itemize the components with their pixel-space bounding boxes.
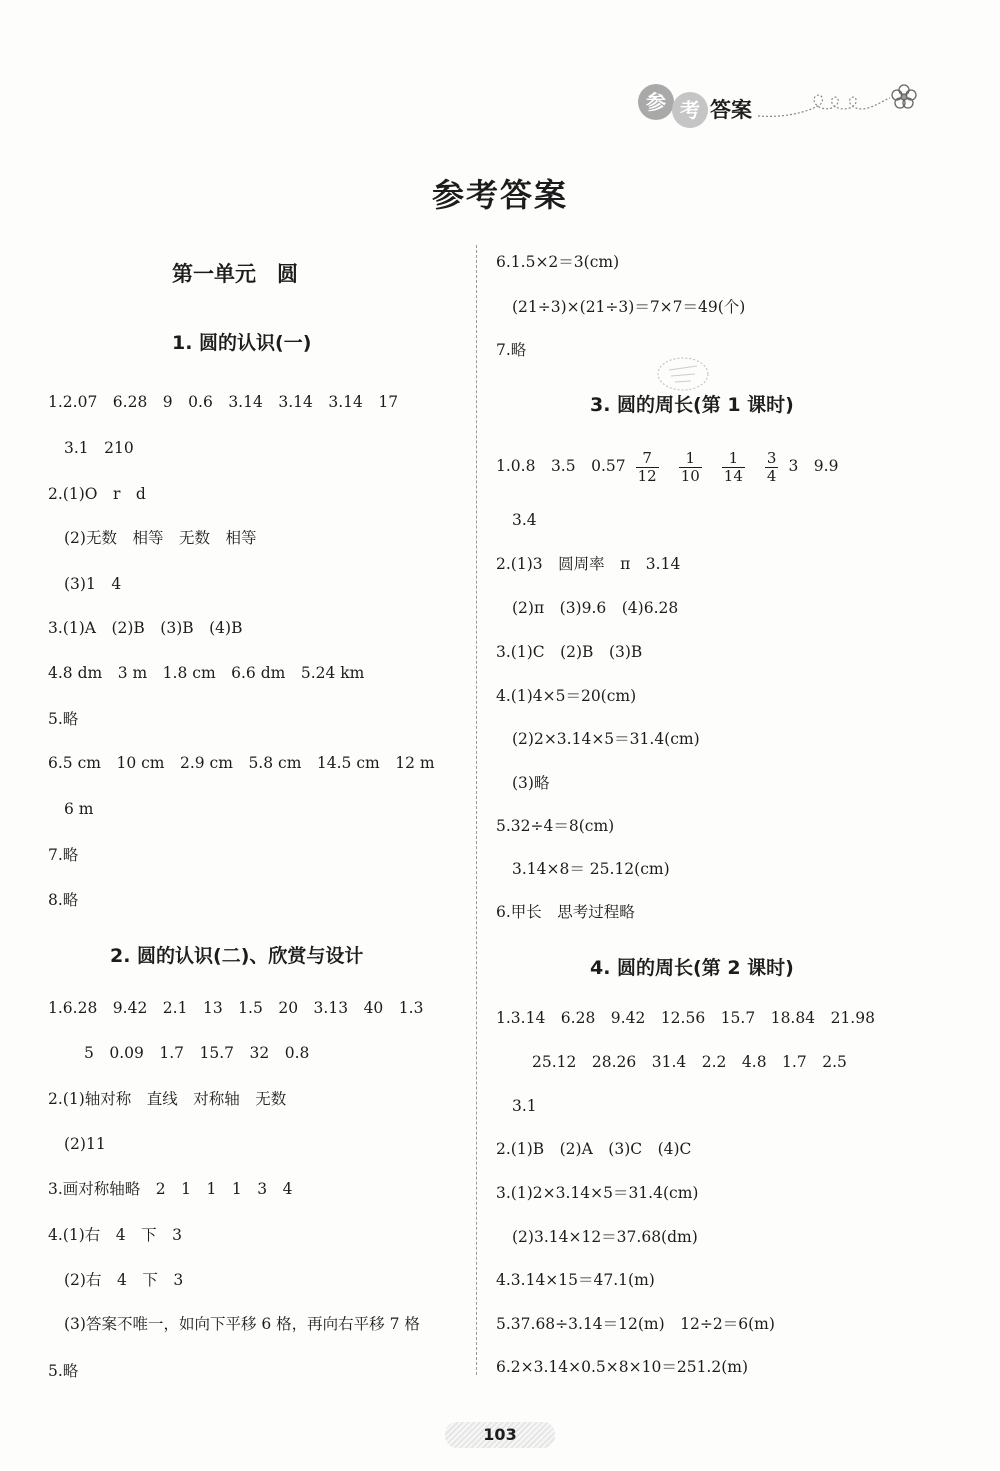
answer-line: 1.6.28 9.42 2.1 13 1.5 20 3.13 40 1.3 [48,999,424,1017]
answer-line: 5.略 [48,710,79,728]
answer-line: 6.5 cm 10 cm 2.9 cm 5.8 cm 14.5 cm 12 m [48,754,435,772]
answer-line: 3.(1)A (2)B (3)B (4)B [48,619,243,637]
answer-line: 3.1 210 [64,439,134,457]
fraction [636,450,659,485]
answer-line: 5 0.09 1.7 15.7 32 0.8 [84,1044,310,1062]
answer-line-with-fractions [496,448,838,488]
answer-line: (2)3.14×12＝37.68(dm) [512,1228,698,1246]
answer-line: 3.4 [512,511,537,529]
answer-line: (3)答案不唯一，如向下平移 6 格，再向右平移 7 格 [64,1315,420,1333]
answer-line: 3.1 [512,1097,537,1115]
answer-line: 4.(1)4×5＝20(cm) [496,687,637,705]
answer-line: 6 m [64,800,94,818]
fraction-numerator: 7 [636,450,659,468]
answer-line: 4.3.14×15＝47.1(m) [496,1271,655,1289]
answer-line: 7.略 [48,846,79,864]
answer-line: 5.37.68÷3.14＝12(m) 12÷2＝6(m) [496,1315,775,1333]
answer-line: 3.14×8＝ 25.12(cm) [512,860,670,878]
section-3-title: 3. 圆的周长(第 1 课时) [590,394,794,416]
fraction-denominator: 14 [723,466,743,485]
answer-line: 2.(1)3 圆周率 π 3.14 [496,555,681,573]
fraction [765,450,779,485]
answer-line: 5.32÷4＝8(cm) [496,817,615,835]
answer-line: (21÷3)×(21÷3)＝7×7＝49(个) [512,298,746,316]
answer-line: 3.(1)C (2)B (3)B [496,643,643,661]
answer-line: 6.甲长 思考过程略 [496,903,635,921]
answer-text: 1.0.8 3.5 0.57 [496,457,626,475]
section-2-title: 2. 圆的认识(二)、欣赏与设计 [110,945,364,967]
flower-ornament-icon [756,82,928,122]
fraction-denominator: 4 [766,466,777,485]
page-title: 参考答案 [431,176,568,214]
badge-char-1: 参 [638,84,674,120]
answer-line: (2)右 4 下 3 [64,1271,184,1289]
answer-line: 4.(1)右 4 下 3 [48,1226,182,1244]
answer-line: (3)1 4 [64,575,122,593]
answer-line: (2)11 [64,1135,106,1153]
section-4-title: 4. 圆的周长(第 2 课时) [590,957,794,979]
answer-line: 2.(1)B (2)A (3)C (4)C [496,1140,692,1158]
answer-line: 5.略 [48,1362,79,1380]
header-badge [638,82,928,126]
answer-line: 3.(1)2×3.14×5＝31.4(cm) [496,1184,699,1202]
fraction [679,450,702,485]
fraction [722,450,745,485]
answer-line: 1.2.07 6.28 9 0.6 3.14 3.14 3.14 17 [48,393,399,411]
answer-line: 25.12 28.26 31.4 2.2 4.8 1.7 2.5 [532,1053,847,1071]
answer-line: 2.(1)O r d [48,485,146,503]
fraction-denominator: 10 [680,466,700,485]
answer-line: (2)无数 相等 无数 相等 [64,529,257,547]
section-1-title: 1. 圆的认识(一) [172,332,312,354]
answer-line: (3)略 [512,774,550,792]
unit-title: 第一单元 圆 [172,262,298,286]
page-number: 103 [445,1422,555,1448]
answer-line: (2)π (3)9.6 (4)6.28 [512,599,679,617]
answer-line: (2)2×3.14×5＝31.4(cm) [512,730,700,748]
answer-line: 1.3.14 6.28 9.42 12.56 15.7 18.84 21.98 [496,1009,875,1027]
answer-text: 3 9.9 [788,457,839,475]
answer-line: 3.画对称轴略 2 1 1 1 3 4 [48,1180,293,1198]
answer-line: 4.8 dm 3 m 1.8 cm 6.6 dm 5.24 km [48,664,365,682]
fraction-numerator: 1 [722,450,745,468]
badge-text: 答案 [710,98,752,122]
answer-line: 6.2×3.14×0.5×8×10＝251.2(m) [496,1358,749,1376]
stamp-mark-icon [655,352,711,394]
badge-char-2: 考 [672,92,708,128]
fraction-denominator: 12 [637,466,657,485]
fraction-numerator: 3 [766,448,777,467]
answer-line: 2.(1)轴对称 直线 对称轴 无数 [48,1090,287,1108]
answer-line: 6.1.5×2＝3(cm) [496,253,620,271]
answer-line: 7.略 [496,341,527,359]
answer-line: 8.略 [48,891,79,909]
column-divider [476,245,478,1375]
fraction-numerator: 1 [679,450,702,468]
